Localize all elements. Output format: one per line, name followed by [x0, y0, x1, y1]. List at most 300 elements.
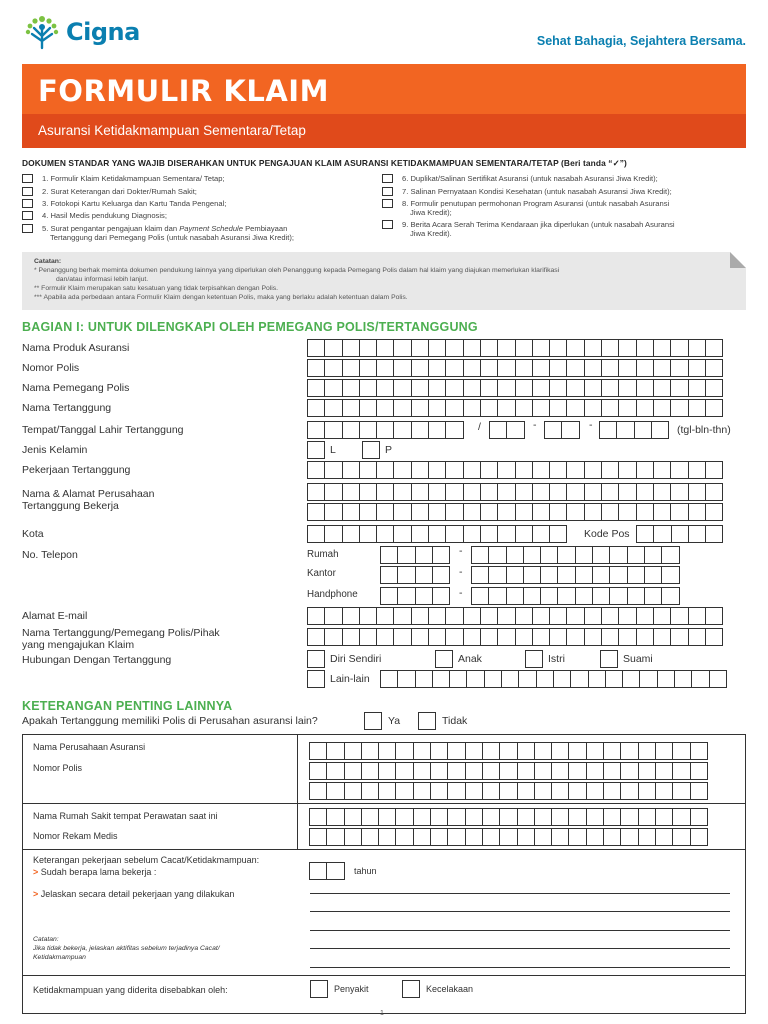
char-box[interactable]: [517, 762, 535, 780]
char-box[interactable]: [622, 670, 640, 688]
char-box[interactable]: [688, 399, 706, 417]
char-box[interactable]: [480, 339, 498, 357]
char-box[interactable]: [540, 546, 558, 564]
char-box[interactable]: [620, 742, 638, 760]
char-box[interactable]: [568, 808, 586, 826]
input-phone-home[interactable]: [471, 546, 679, 564]
char-box[interactable]: [515, 628, 533, 646]
char-box[interactable]: [480, 628, 498, 646]
char-box[interactable]: [445, 503, 463, 521]
char-box[interactable]: [395, 828, 413, 846]
char-box[interactable]: [584, 607, 602, 625]
char-box[interactable]: [688, 461, 706, 479]
input-phone-home-code[interactable]: [380, 546, 449, 564]
char-box[interactable]: [465, 782, 483, 800]
char-box[interactable]: [499, 808, 517, 826]
char-box[interactable]: [517, 828, 535, 846]
char-box[interactable]: [690, 828, 708, 846]
char-box[interactable]: [428, 525, 446, 543]
char-box[interactable]: [428, 421, 446, 439]
char-box[interactable]: [532, 379, 550, 397]
char-box[interactable]: [515, 607, 533, 625]
char-box[interactable]: [463, 339, 481, 357]
char-box[interactable]: [445, 379, 463, 397]
char-box[interactable]: [445, 525, 463, 543]
char-box[interactable]: [653, 339, 671, 357]
char-box[interactable]: [445, 421, 463, 439]
gender-male-checkbox[interactable]: [307, 441, 325, 459]
char-box[interactable]: [515, 461, 533, 479]
char-box[interactable]: [506, 546, 524, 564]
document-checkbox[interactable]: [22, 187, 33, 196]
char-box[interactable]: [592, 587, 610, 605]
char-box[interactable]: [549, 628, 567, 646]
char-box[interactable]: [499, 782, 517, 800]
char-box[interactable]: [691, 670, 709, 688]
input-relation-other[interactable]: [380, 670, 726, 688]
char-box[interactable]: [480, 483, 498, 501]
char-box[interactable]: [395, 762, 413, 780]
char-box[interactable]: [601, 379, 619, 397]
char-box[interactable]: [586, 828, 604, 846]
char-box[interactable]: [413, 742, 431, 760]
char-box[interactable]: [307, 483, 325, 501]
char-box[interactable]: [540, 587, 558, 605]
char-box[interactable]: [359, 503, 377, 521]
input-birth-year[interactable]: [599, 421, 668, 439]
char-box[interactable]: [672, 828, 690, 846]
char-box[interactable]: [445, 607, 463, 625]
char-box[interactable]: [566, 628, 584, 646]
char-box[interactable]: [653, 483, 671, 501]
char-box[interactable]: [342, 399, 360, 417]
char-box[interactable]: [324, 339, 342, 357]
char-box[interactable]: [415, 587, 433, 605]
char-box[interactable]: [428, 483, 446, 501]
char-box[interactable]: [430, 808, 448, 826]
char-box[interactable]: [361, 828, 379, 846]
char-box[interactable]: [480, 461, 498, 479]
char-box[interactable]: [517, 742, 535, 760]
char-box[interactable]: [568, 782, 586, 800]
char-box[interactable]: [480, 503, 498, 521]
char-box[interactable]: [397, 670, 415, 688]
char-box[interactable]: [393, 399, 411, 417]
char-box[interactable]: [497, 483, 515, 501]
char-box[interactable]: [465, 742, 483, 760]
document-checkbox[interactable]: [382, 220, 393, 229]
char-box[interactable]: [432, 587, 450, 605]
char-box[interactable]: [688, 359, 706, 377]
char-box[interactable]: [661, 587, 679, 605]
char-box[interactable]: [705, 399, 723, 417]
char-box[interactable]: [620, 782, 638, 800]
char-box[interactable]: [515, 503, 533, 521]
char-box[interactable]: [428, 399, 446, 417]
char-box[interactable]: [515, 525, 533, 543]
char-box[interactable]: [342, 607, 360, 625]
char-box[interactable]: [309, 742, 327, 760]
char-box[interactable]: [361, 782, 379, 800]
char-box[interactable]: [342, 461, 360, 479]
char-box[interactable]: [344, 782, 362, 800]
char-box[interactable]: [534, 762, 552, 780]
char-box[interactable]: [549, 399, 567, 417]
char-box[interactable]: [415, 670, 433, 688]
char-box[interactable]: [307, 461, 325, 479]
char-box[interactable]: [344, 828, 362, 846]
relation-child-checkbox[interactable]: [435, 650, 453, 668]
char-box[interactable]: [463, 359, 481, 377]
char-box[interactable]: [661, 546, 679, 564]
char-box[interactable]: [584, 339, 602, 357]
char-box[interactable]: [655, 762, 673, 780]
char-box[interactable]: [586, 782, 604, 800]
char-box[interactable]: [515, 379, 533, 397]
char-box[interactable]: [690, 742, 708, 760]
char-box[interactable]: [324, 607, 342, 625]
char-box[interactable]: [655, 782, 673, 800]
char-box[interactable]: [411, 525, 429, 543]
char-box[interactable]: [551, 742, 569, 760]
char-box[interactable]: [670, 339, 688, 357]
char-box[interactable]: [411, 339, 429, 357]
char-box[interactable]: [688, 483, 706, 501]
char-box[interactable]: [376, 503, 394, 521]
char-box[interactable]: [655, 742, 673, 760]
char-box[interactable]: [672, 762, 690, 780]
char-box[interactable]: [688, 525, 706, 543]
char-box[interactable]: [445, 359, 463, 377]
char-box[interactable]: [359, 339, 377, 357]
char-box[interactable]: [627, 546, 645, 564]
char-box[interactable]: [570, 670, 588, 688]
char-box[interactable]: [532, 503, 550, 521]
char-box[interactable]: [324, 461, 342, 479]
char-box[interactable]: [480, 607, 498, 625]
char-box[interactable]: [534, 742, 552, 760]
char-box[interactable]: [411, 503, 429, 521]
char-box[interactable]: [488, 566, 506, 584]
char-box[interactable]: [324, 399, 342, 417]
char-box[interactable]: [342, 359, 360, 377]
char-box[interactable]: [566, 399, 584, 417]
char-box[interactable]: [690, 782, 708, 800]
job-description-line[interactable]: [310, 911, 730, 912]
char-box[interactable]: [326, 742, 344, 760]
char-box[interactable]: [432, 546, 450, 564]
char-box[interactable]: [661, 566, 679, 584]
char-box[interactable]: [584, 483, 602, 501]
char-box[interactable]: [639, 670, 657, 688]
char-box[interactable]: [324, 421, 342, 439]
char-box[interactable]: [307, 503, 325, 521]
char-box[interactable]: [497, 503, 515, 521]
char-box[interactable]: [445, 339, 463, 357]
other-policy-no-checkbox[interactable]: [418, 712, 436, 730]
char-box[interactable]: [566, 461, 584, 479]
char-box[interactable]: [497, 607, 515, 625]
char-box[interactable]: [636, 359, 654, 377]
char-box[interactable]: [618, 628, 636, 646]
char-box[interactable]: [480, 379, 498, 397]
char-box[interactable]: [488, 587, 506, 605]
char-box[interactable]: [523, 546, 541, 564]
char-box[interactable]: [644, 566, 662, 584]
char-box[interactable]: [651, 421, 669, 439]
char-box[interactable]: [670, 379, 688, 397]
char-box[interactable]: [536, 670, 554, 688]
char-box[interactable]: [428, 461, 446, 479]
char-box[interactable]: [497, 461, 515, 479]
char-box[interactable]: [566, 483, 584, 501]
gender-female-checkbox[interactable]: [362, 441, 380, 459]
input-policy-number[interactable]: [307, 359, 722, 377]
input-policy-holder[interactable]: [307, 379, 722, 397]
char-box[interactable]: [601, 359, 619, 377]
char-box[interactable]: [497, 379, 515, 397]
document-checkbox[interactable]: [22, 224, 33, 233]
char-box[interactable]: [688, 339, 706, 357]
document-checkbox[interactable]: [22, 199, 33, 208]
char-box[interactable]: [393, 379, 411, 397]
char-box[interactable]: [326, 762, 344, 780]
char-box[interactable]: [497, 525, 515, 543]
char-box[interactable]: [307, 339, 325, 357]
char-box[interactable]: [690, 762, 708, 780]
char-box[interactable]: [653, 503, 671, 521]
char-box[interactable]: [380, 670, 398, 688]
char-box[interactable]: [432, 670, 450, 688]
char-box[interactable]: [670, 399, 688, 417]
char-box[interactable]: [620, 828, 638, 846]
char-box[interactable]: [506, 421, 524, 439]
char-box[interactable]: [466, 670, 484, 688]
char-box[interactable]: [653, 525, 671, 543]
char-box[interactable]: [601, 483, 619, 501]
job-description-line[interactable]: [310, 893, 730, 894]
char-box[interactable]: [380, 587, 398, 605]
char-box[interactable]: [672, 742, 690, 760]
char-box[interactable]: [670, 628, 688, 646]
char-box[interactable]: [672, 808, 690, 826]
char-box[interactable]: [515, 339, 533, 357]
char-box[interactable]: [653, 399, 671, 417]
input-other-policy-number-line1[interactable]: [309, 762, 707, 780]
char-box[interactable]: [482, 742, 500, 760]
char-box[interactable]: [653, 379, 671, 397]
char-box[interactable]: [588, 670, 606, 688]
char-box[interactable]: [584, 359, 602, 377]
char-box[interactable]: [515, 483, 533, 501]
char-box[interactable]: [638, 742, 656, 760]
char-box[interactable]: [430, 782, 448, 800]
job-description-line[interactable]: [310, 967, 730, 968]
char-box[interactable]: [568, 828, 586, 846]
char-box[interactable]: [393, 461, 411, 479]
char-box[interactable]: [638, 808, 656, 826]
char-box[interactable]: [674, 670, 692, 688]
char-box[interactable]: [359, 359, 377, 377]
char-box[interactable]: [463, 628, 481, 646]
char-box[interactable]: [549, 503, 567, 521]
char-box[interactable]: [566, 339, 584, 357]
char-box[interactable]: [324, 628, 342, 646]
char-box[interactable]: [411, 483, 429, 501]
char-box[interactable]: [447, 782, 465, 800]
char-box[interactable]: [705, 503, 723, 521]
char-box[interactable]: [393, 483, 411, 501]
char-box[interactable]: [397, 587, 415, 605]
char-box[interactable]: [534, 808, 552, 826]
char-box[interactable]: [532, 399, 550, 417]
char-box[interactable]: [471, 566, 489, 584]
input-insured-name[interactable]: [307, 399, 722, 417]
char-box[interactable]: [376, 399, 394, 417]
char-box[interactable]: [657, 670, 675, 688]
char-box[interactable]: [586, 808, 604, 826]
char-box[interactable]: [463, 607, 481, 625]
char-box[interactable]: [359, 421, 377, 439]
char-box[interactable]: [627, 566, 645, 584]
char-box[interactable]: [482, 808, 500, 826]
char-box[interactable]: [326, 828, 344, 846]
char-box[interactable]: [532, 483, 550, 501]
char-box[interactable]: [566, 359, 584, 377]
char-box[interactable]: [447, 828, 465, 846]
char-box[interactable]: [601, 607, 619, 625]
char-box[interactable]: [482, 828, 500, 846]
char-box[interactable]: [342, 379, 360, 397]
char-box[interactable]: [655, 808, 673, 826]
char-box[interactable]: [618, 607, 636, 625]
input-product[interactable]: [307, 339, 722, 357]
char-box[interactable]: [616, 421, 634, 439]
char-box[interactable]: [644, 546, 662, 564]
char-box[interactable]: [489, 421, 507, 439]
char-box[interactable]: [705, 359, 723, 377]
char-box[interactable]: [636, 503, 654, 521]
char-box[interactable]: [359, 607, 377, 625]
char-box[interactable]: [326, 862, 344, 880]
char-box[interactable]: [566, 503, 584, 521]
char-box[interactable]: [618, 359, 636, 377]
char-box[interactable]: [497, 399, 515, 417]
input-city[interactable]: [307, 525, 566, 543]
char-box[interactable]: [376, 461, 394, 479]
char-box[interactable]: [378, 782, 396, 800]
char-box[interactable]: [601, 461, 619, 479]
char-box[interactable]: [518, 670, 536, 688]
char-box[interactable]: [309, 782, 327, 800]
char-box[interactable]: [344, 808, 362, 826]
char-box[interactable]: [380, 566, 398, 584]
char-box[interactable]: [670, 483, 688, 501]
char-box[interactable]: [326, 808, 344, 826]
char-box[interactable]: [324, 483, 342, 501]
char-box[interactable]: [393, 525, 411, 543]
char-box[interactable]: [561, 421, 579, 439]
char-box[interactable]: [618, 399, 636, 417]
input-company-line2[interactable]: [307, 503, 722, 521]
char-box[interactable]: [465, 762, 483, 780]
char-box[interactable]: [449, 670, 467, 688]
char-box[interactable]: [480, 359, 498, 377]
char-box[interactable]: [447, 762, 465, 780]
char-box[interactable]: [376, 359, 394, 377]
char-box[interactable]: [480, 525, 498, 543]
char-box[interactable]: [618, 339, 636, 357]
char-box[interactable]: [342, 421, 360, 439]
char-box[interactable]: [378, 828, 396, 846]
char-box[interactable]: [599, 421, 617, 439]
char-box[interactable]: [411, 399, 429, 417]
char-box[interactable]: [428, 628, 446, 646]
char-box[interactable]: [432, 566, 450, 584]
char-box[interactable]: [709, 670, 727, 688]
job-description-line[interactable]: [310, 930, 730, 931]
char-box[interactable]: [376, 421, 394, 439]
char-box[interactable]: [636, 461, 654, 479]
char-box[interactable]: [532, 607, 550, 625]
char-box[interactable]: [411, 607, 429, 625]
char-box[interactable]: [584, 628, 602, 646]
char-box[interactable]: [463, 379, 481, 397]
job-description-line[interactable]: [310, 948, 730, 949]
char-box[interactable]: [566, 607, 584, 625]
document-checkbox[interactable]: [382, 174, 393, 183]
char-box[interactable]: [497, 359, 515, 377]
document-checkbox[interactable]: [22, 211, 33, 220]
char-box[interactable]: [395, 808, 413, 826]
char-box[interactable]: [549, 339, 567, 357]
char-box[interactable]: [463, 483, 481, 501]
char-box[interactable]: [393, 503, 411, 521]
char-box[interactable]: [344, 742, 362, 760]
char-box[interactable]: [471, 546, 489, 564]
char-box[interactable]: [463, 461, 481, 479]
char-box[interactable]: [307, 525, 325, 543]
document-checkbox[interactable]: [22, 174, 33, 183]
char-box[interactable]: [592, 566, 610, 584]
char-box[interactable]: [557, 587, 575, 605]
char-box[interactable]: [636, 607, 654, 625]
char-box[interactable]: [671, 525, 689, 543]
char-box[interactable]: [557, 566, 575, 584]
char-box[interactable]: [568, 762, 586, 780]
input-phone-office[interactable]: [471, 566, 679, 584]
char-box[interactable]: [551, 762, 569, 780]
char-box[interactable]: [620, 762, 638, 780]
char-box[interactable]: [397, 546, 415, 564]
char-box[interactable]: [627, 587, 645, 605]
char-box[interactable]: [380, 546, 398, 564]
char-box[interactable]: [575, 587, 593, 605]
char-box[interactable]: [636, 399, 654, 417]
char-box[interactable]: [584, 399, 602, 417]
char-box[interactable]: [532, 628, 550, 646]
char-box[interactable]: [445, 483, 463, 501]
char-box[interactable]: [549, 379, 567, 397]
char-box[interactable]: [428, 607, 446, 625]
char-box[interactable]: [411, 421, 429, 439]
char-box[interactable]: [705, 461, 723, 479]
document-checkbox[interactable]: [382, 199, 393, 208]
char-box[interactable]: [361, 762, 379, 780]
char-box[interactable]: [309, 808, 327, 826]
input-birth-month[interactable]: [544, 421, 579, 439]
char-box[interactable]: [307, 628, 325, 646]
